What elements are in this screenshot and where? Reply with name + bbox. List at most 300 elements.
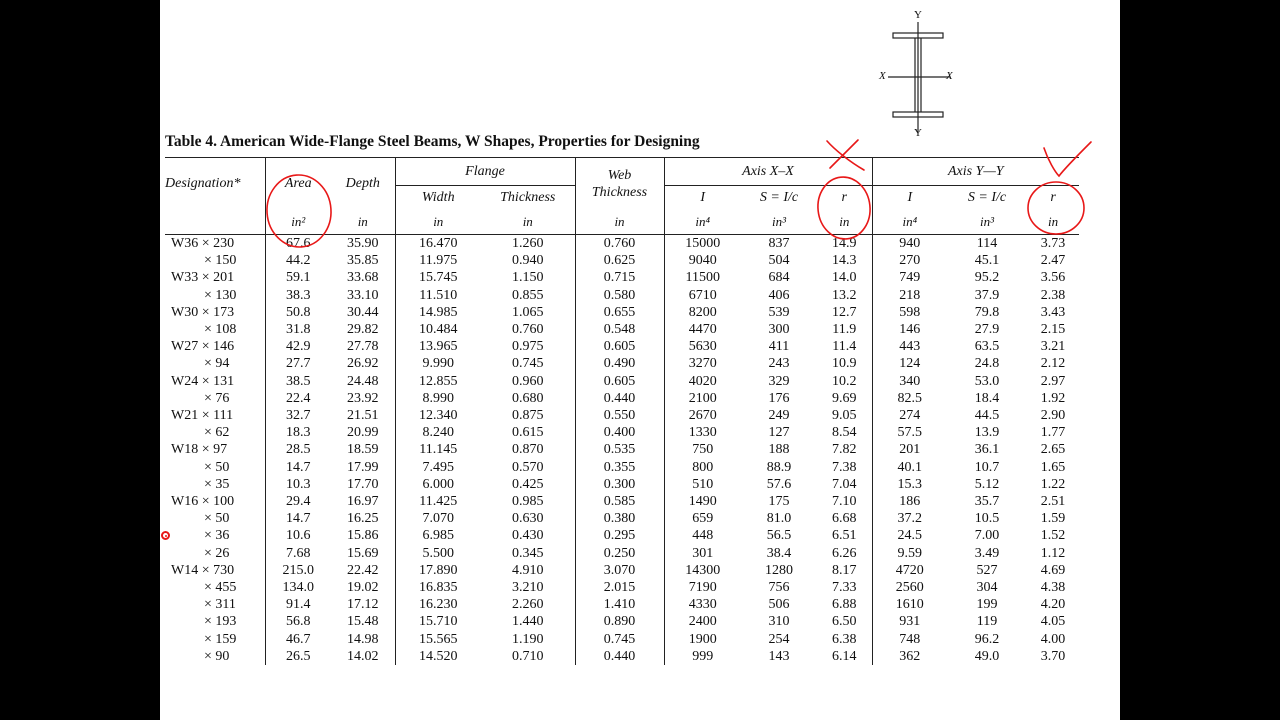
value-cell: 0.605 [575, 373, 664, 390]
value-cell: 0.300 [575, 476, 664, 493]
value-cell: 57.6 [766, 476, 792, 492]
value-cell: 16.25 [347, 511, 379, 527]
value-cell: 0.760 [512, 322, 544, 338]
value-cell: 3.73 [1040, 236, 1066, 251]
header-depth: Depth [331, 158, 395, 211]
value-cell: 56.5 [766, 528, 792, 544]
value-cell: 274 [872, 407, 947, 424]
unit-yy-r: in [1027, 210, 1079, 235]
value-cell: 16.97 [347, 494, 379, 510]
value-cell: 999 [664, 648, 741, 665]
value-cell: 0.680 [512, 390, 544, 406]
value-cell: 0.890 [575, 613, 664, 630]
properties-table [165, 157, 1079, 665]
value-cell: 14.3 [832, 253, 857, 269]
document-page [160, 0, 1120, 720]
value-cell: 3.21 [1040, 339, 1066, 355]
value-cell: 0.710 [512, 648, 544, 664]
designation-cell: × 311 [204, 597, 236, 613]
diagram-x-left: X [879, 70, 886, 82]
value-cell: 15.565 [395, 631, 481, 648]
value-cell: 748 [872, 631, 947, 648]
value-cell: 0.715 [575, 269, 664, 286]
unit-depth: in [331, 210, 395, 235]
value-cell: 6710 [664, 287, 741, 304]
value-cell: 0.760 [575, 235, 664, 253]
value-cell: 6.26 [832, 545, 857, 561]
designation-cell: W24 × 131 [171, 373, 235, 389]
value-cell: 42.9 [265, 338, 331, 355]
value-cell: 21.51 [347, 408, 379, 424]
value-cell: 44.2 [265, 252, 331, 269]
designation-cell: × 50 [204, 459, 230, 475]
value-cell: 16.470 [395, 235, 481, 253]
designation-cell: × 90 [204, 648, 230, 664]
value-cell: 800 [664, 459, 741, 476]
value-cell: 18.4 [974, 390, 1000, 406]
value-cell: 10.9 [832, 356, 857, 372]
designation-cell: × 36 [204, 528, 230, 544]
value-cell: 0.295 [575, 527, 664, 544]
value-cell: 1.150 [512, 270, 544, 286]
table-row [165, 562, 1079, 579]
value-cell: 17.70 [347, 476, 379, 492]
designation-cell: W33 × 201 [171, 270, 235, 286]
unit-web: in [575, 210, 664, 235]
value-cell: 15.745 [395, 269, 481, 286]
designation-cell: × 26 [204, 545, 230, 561]
value-cell: 362 [872, 648, 947, 665]
diagram-x-right: X [946, 70, 953, 82]
value-cell: 199 [976, 597, 998, 613]
value-cell: 1.77 [1040, 425, 1066, 441]
value-cell: 0.855 [512, 287, 544, 303]
value-cell: 15.3 [872, 476, 947, 493]
value-cell: 7.68 [265, 545, 331, 562]
value-cell: 6.88 [832, 597, 857, 613]
header-web-thickness [575, 158, 664, 211]
header-axis-yy: Axis Y—Y [872, 158, 1079, 186]
value-cell: 14.7 [265, 510, 331, 527]
value-cell: 684 [768, 270, 790, 286]
table-row [165, 321, 1079, 338]
value-cell: 44.5 [974, 408, 1000, 424]
value-cell: 448 [664, 527, 741, 544]
value-cell: 0.430 [512, 528, 544, 544]
designation-cell: W30 × 173 [171, 304, 235, 320]
value-cell: 749 [872, 269, 947, 286]
table-row [165, 252, 1079, 269]
value-cell: 10.7 [974, 459, 1000, 475]
value-cell: 4.69 [1040, 562, 1066, 578]
value-cell: 931 [872, 613, 947, 630]
header-yy-r: r [1050, 190, 1056, 205]
value-cell: 27.7 [265, 355, 331, 372]
value-cell: 2.260 [512, 597, 544, 613]
value-cell: 215.0 [265, 562, 331, 579]
value-cell: 57.5 [872, 424, 947, 441]
value-cell: 1.65 [1040, 459, 1066, 475]
header-web: Web [607, 168, 632, 183]
value-cell: 1900 [664, 631, 741, 648]
value-cell: 188 [768, 442, 790, 458]
unit-designation [165, 210, 265, 235]
table-row [165, 596, 1079, 613]
table-row [165, 459, 1079, 476]
value-cell: 0.425 [512, 476, 544, 492]
value-cell: 11.510 [395, 287, 481, 304]
value-cell: 35.85 [347, 253, 379, 269]
designation-cell: W14 × 730 [171, 562, 235, 578]
value-cell: 1.065 [512, 304, 544, 320]
value-cell: 0.440 [575, 648, 664, 665]
value-cell: 91.4 [265, 596, 331, 613]
value-cell: 2100 [664, 390, 741, 407]
value-cell: 506 [768, 597, 790, 613]
value-cell: 4.05 [1040, 614, 1066, 630]
value-cell: 249 [768, 408, 790, 424]
value-cell: 24.8 [974, 356, 1000, 372]
value-cell: 46.7 [265, 631, 331, 648]
value-cell: 504 [768, 253, 790, 269]
table-row [165, 390, 1079, 407]
value-cell: 28.5 [265, 441, 331, 458]
value-cell: 14.98 [347, 631, 379, 647]
value-cell: 11.9 [832, 322, 857, 338]
value-cell: 14.02 [347, 648, 379, 664]
value-cell: 4470 [664, 321, 741, 338]
value-cell: 218 [872, 287, 947, 304]
diagram-y-bottom: Y [914, 127, 922, 139]
value-cell: 81.0 [766, 511, 792, 527]
value-cell: 37.9 [974, 287, 1000, 303]
value-cell: 17.890 [395, 562, 481, 579]
table-row [165, 269, 1079, 286]
value-cell: 3.43 [1040, 304, 1066, 320]
table-row [165, 545, 1079, 562]
value-cell: 9.05 [832, 408, 857, 424]
value-cell: 2.65 [1040, 442, 1066, 458]
value-cell: 12.340 [395, 407, 481, 424]
value-cell: 5.12 [974, 476, 1000, 492]
value-cell: 17.99 [347, 459, 379, 475]
value-cell: 22.4 [265, 390, 331, 407]
value-cell: 201 [872, 441, 947, 458]
value-cell: 15.710 [395, 613, 481, 630]
unit-xx-r: in [817, 210, 872, 235]
value-cell: 7.82 [832, 442, 857, 458]
value-cell: 2.90 [1040, 408, 1066, 424]
value-cell: 4.38 [1040, 580, 1066, 596]
value-cell: 10.6 [265, 527, 331, 544]
value-cell: 6.50 [832, 614, 857, 630]
designation-cell: × 150 [204, 253, 237, 269]
value-cell: 301 [664, 545, 741, 562]
header-yy-i: I [872, 186, 947, 211]
value-cell: 15.69 [347, 545, 379, 561]
table-row [165, 613, 1079, 630]
value-cell: 243 [768, 356, 790, 372]
value-cell: 3.070 [575, 562, 664, 579]
value-cell: 49.0 [974, 648, 1000, 664]
value-cell: 8200 [664, 304, 741, 321]
value-cell: 24.5 [872, 527, 947, 544]
table-row [165, 373, 1079, 390]
value-cell: 30.44 [347, 304, 379, 320]
designation-cell: × 62 [204, 425, 230, 441]
value-cell: 17.12 [347, 597, 379, 613]
value-cell: 411 [768, 339, 790, 355]
value-cell: 7190 [664, 579, 741, 596]
value-cell: 940 [872, 235, 947, 253]
value-cell: 26.5 [265, 648, 331, 665]
value-cell: 59.1 [265, 269, 331, 286]
value-cell: 3.70 [1040, 648, 1066, 664]
value-cell: 6.14 [832, 648, 857, 664]
table-row [165, 579, 1079, 596]
value-cell: 33.10 [347, 287, 379, 303]
value-cell: 176 [768, 390, 790, 406]
value-cell: 0.355 [575, 459, 664, 476]
value-cell: 45.1 [974, 253, 1000, 269]
value-cell: 35.7 [974, 494, 1000, 510]
value-cell: 1.260 [512, 236, 544, 251]
value-cell: 63.5 [974, 339, 1000, 355]
value-cell: 143 [768, 648, 790, 664]
value-cell: 11.975 [395, 252, 481, 269]
header-xx-i: I [664, 186, 741, 211]
value-cell: 4.00 [1040, 631, 1066, 647]
value-cell: 10.3 [265, 476, 331, 493]
cursor-marker [161, 531, 170, 540]
value-cell: 13.965 [395, 338, 481, 355]
value-cell: 0.345 [512, 545, 544, 561]
value-cell: 329 [768, 373, 790, 389]
value-cell: 0.745 [575, 631, 664, 648]
header-xx-s: S = I/c [759, 190, 799, 205]
table-row [165, 407, 1079, 424]
designation-cell: W16 × 100 [171, 494, 235, 510]
value-cell: 1.190 [512, 631, 544, 647]
value-cell: 9.990 [395, 355, 481, 372]
value-cell: 0.940 [512, 253, 544, 269]
value-cell: 0.745 [512, 356, 544, 372]
value-cell: 7.38 [832, 459, 857, 475]
header-flange-width: Width [395, 186, 481, 211]
value-cell: 11500 [664, 269, 741, 286]
value-cell: 9.69 [832, 390, 857, 406]
value-cell: 23.92 [347, 390, 379, 406]
value-cell: 37.2 [872, 510, 947, 527]
value-cell: 127 [768, 425, 790, 441]
value-cell: 1.440 [512, 614, 544, 630]
value-cell: 0.985 [512, 494, 544, 510]
value-cell: 56.8 [265, 613, 331, 630]
value-cell: 750 [664, 441, 741, 458]
header-area: Area [265, 158, 331, 211]
value-cell: 1.410 [575, 596, 664, 613]
value-cell: 26.92 [347, 356, 379, 372]
value-cell: 304 [976, 580, 998, 596]
value-cell: 0.548 [575, 321, 664, 338]
value-cell: 0.490 [575, 355, 664, 372]
value-cell: 406 [768, 287, 790, 303]
header-flange: Flange [395, 158, 575, 186]
value-cell: 124 [872, 355, 947, 372]
value-cell: 0.975 [512, 339, 544, 355]
value-cell: 175 [768, 494, 790, 510]
table-row [165, 441, 1079, 458]
table-row [165, 527, 1079, 544]
value-cell: 539 [768, 304, 790, 320]
value-cell: 3.49 [974, 545, 1000, 561]
value-cell: 29.4 [265, 493, 331, 510]
value-cell: 134.0 [265, 579, 331, 596]
value-cell: 146 [872, 321, 947, 338]
value-cell: 14.9 [832, 236, 857, 251]
value-cell: 2.15 [1040, 322, 1066, 338]
value-cell: 9.59 [872, 545, 947, 562]
value-cell: 443 [872, 338, 947, 355]
value-cell: 114 [976, 236, 998, 251]
table-row [165, 304, 1079, 321]
value-cell: 15.86 [347, 528, 379, 544]
value-cell: 270 [872, 252, 947, 269]
value-cell: 36.1 [974, 442, 1000, 458]
value-cell: 8.240 [395, 424, 481, 441]
value-cell: 7.495 [395, 459, 481, 476]
value-cell: 79.8 [974, 304, 1000, 320]
value-cell: 0.550 [575, 407, 664, 424]
value-cell: 95.2 [974, 270, 1000, 286]
value-cell: 186 [872, 493, 947, 510]
value-cell: 254 [768, 631, 790, 647]
value-cell: 35.90 [347, 236, 379, 251]
value-cell: 15000 [664, 235, 741, 253]
value-cell: 40.1 [872, 459, 947, 476]
value-cell: 8.17 [832, 562, 857, 578]
value-cell: 13.9 [974, 425, 1000, 441]
value-cell: 2.12 [1040, 356, 1066, 372]
table-row [165, 631, 1079, 648]
value-cell: 53.0 [974, 373, 1000, 389]
value-cell: 12.855 [395, 373, 481, 390]
value-cell: 3.210 [512, 580, 544, 596]
value-cell: 0.400 [575, 424, 664, 441]
value-cell: 27.9 [974, 322, 1000, 338]
value-cell: 2.47 [1040, 253, 1066, 269]
value-cell: 659 [664, 510, 741, 527]
value-cell: 8.990 [395, 390, 481, 407]
value-cell: 14.0 [832, 270, 857, 286]
value-cell: 3270 [664, 355, 741, 372]
table-row [165, 648, 1079, 665]
value-cell: 1330 [664, 424, 741, 441]
header-axis-xx: Axis X–X [664, 158, 872, 186]
value-cell: 7.10 [832, 494, 857, 510]
value-cell: 8.54 [832, 425, 857, 441]
unit-xx-i: in⁴ [664, 210, 741, 235]
value-cell: 119 [976, 614, 998, 630]
unit-yy-i: in⁴ [872, 210, 947, 235]
value-cell: 4330 [664, 596, 741, 613]
value-cell: 4.910 [512, 562, 544, 578]
designation-cell: W18 × 97 [171, 442, 228, 458]
value-cell: 5.500 [395, 545, 481, 562]
value-cell: 12.7 [832, 304, 857, 320]
value-cell: 6.51 [832, 528, 857, 544]
value-cell: 14.520 [395, 648, 481, 665]
value-cell: 50.8 [265, 304, 331, 321]
value-cell: 11.425 [395, 493, 481, 510]
value-cell: 0.875 [512, 408, 544, 424]
table-row [165, 287, 1079, 304]
value-cell: 16.835 [395, 579, 481, 596]
value-cell: 1.22 [1040, 476, 1066, 492]
header-web-thickness-label: Thickness [591, 185, 648, 200]
value-cell: 2.51 [1040, 494, 1066, 510]
value-cell: 0.655 [575, 304, 664, 321]
value-cell: 15.48 [347, 614, 379, 630]
value-cell: 1610 [872, 596, 947, 613]
value-cell: 3.56 [1040, 270, 1066, 286]
value-cell: 6.68 [832, 511, 857, 527]
designation-cell: W27 × 146 [171, 339, 235, 355]
value-cell: 2560 [872, 579, 947, 596]
value-cell: 14.7 [265, 459, 331, 476]
table-row [165, 355, 1079, 372]
unit-area: in² [265, 210, 331, 235]
value-cell: 7.00 [974, 528, 1000, 544]
value-cell: 10.2 [832, 373, 857, 389]
value-cell: 1490 [664, 493, 741, 510]
table-title: Table 4. American Wide-Flange Steel Beams, W Shapes, Properties for Designing [165, 133, 700, 150]
table-row [165, 338, 1079, 355]
value-cell: 0.380 [575, 510, 664, 527]
table-row [165, 510, 1079, 527]
value-cell: 22.42 [347, 562, 379, 578]
value-cell: 0.870 [512, 442, 544, 458]
value-cell: 6.985 [395, 527, 481, 544]
designation-cell: × 35 [204, 476, 230, 492]
designation-cell: W36 × 230 [171, 236, 235, 251]
value-cell: 1.52 [1040, 528, 1066, 544]
designation-cell: × 50 [204, 511, 230, 527]
value-cell: 756 [768, 580, 790, 596]
value-cell: 0.250 [575, 545, 664, 562]
value-cell: 24.48 [347, 373, 379, 389]
value-cell: 598 [872, 304, 947, 321]
value-cell: 837 [768, 236, 790, 251]
value-cell: 2670 [664, 407, 741, 424]
value-cell: 38.5 [265, 373, 331, 390]
value-cell: 10.484 [395, 321, 481, 338]
value-cell: 10.5 [974, 511, 1000, 527]
unit-thickness: in [481, 210, 575, 235]
value-cell: 19.02 [347, 580, 379, 596]
value-cell: 6.000 [395, 476, 481, 493]
value-cell: 1.92 [1040, 390, 1066, 406]
value-cell: 510 [664, 476, 741, 493]
value-cell: 18.3 [265, 424, 331, 441]
value-cell: 0.535 [575, 441, 664, 458]
value-cell: 20.99 [347, 425, 379, 441]
value-cell: 2.015 [575, 579, 664, 596]
value-cell: 0.570 [512, 459, 544, 475]
header-xx-r: r [841, 190, 847, 205]
value-cell: 4020 [664, 373, 741, 390]
value-cell: 88.9 [766, 459, 792, 475]
